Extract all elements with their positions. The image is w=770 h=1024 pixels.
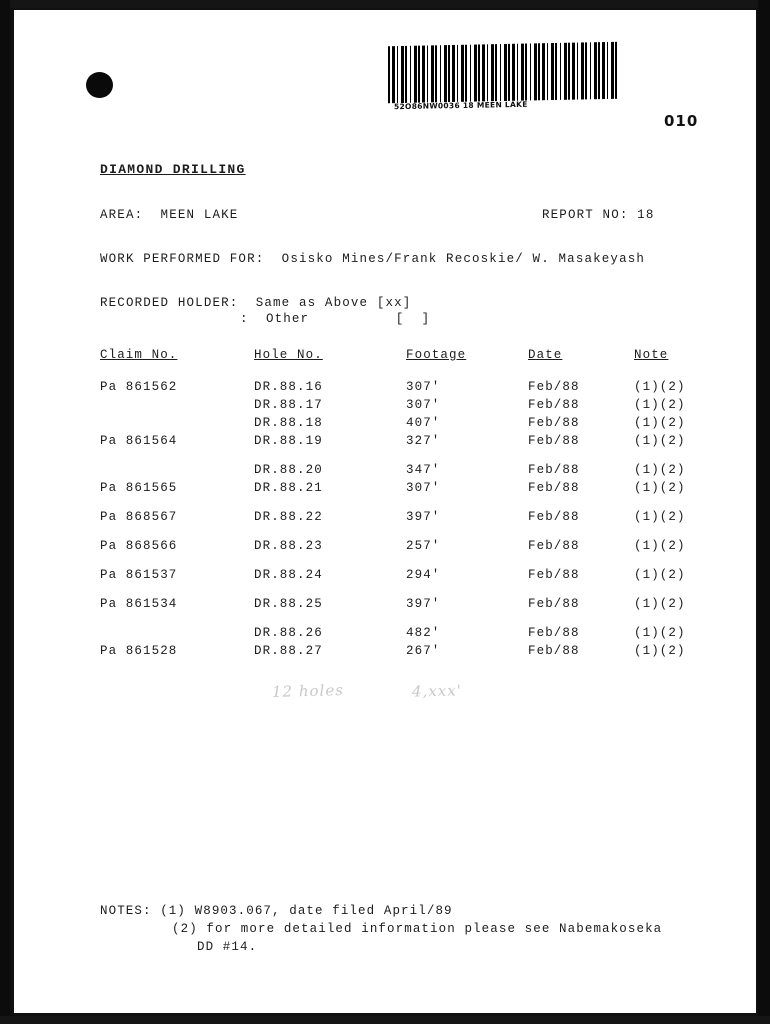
cell-note: (1)(2) [634, 644, 686, 658]
cell-note: (1)(2) [634, 626, 686, 640]
cell-footage: 267' [406, 644, 441, 658]
column-header-claim-no: Claim No. [100, 348, 178, 362]
cell-hole-no: DR.88.16 [254, 380, 323, 394]
cell-footage: 327' [406, 434, 441, 448]
cell-date: Feb/88 [528, 398, 580, 412]
scan-edge-top [0, 0, 770, 8]
table-row [14, 434, 756, 463]
cell-footage: 307' [406, 398, 441, 412]
cell-claim-no: Pa 861537 [100, 568, 178, 582]
table-row [14, 416, 756, 434]
table-row [14, 597, 756, 626]
table-row [14, 539, 756, 568]
column-header-date: Date [528, 348, 563, 362]
cell-footage: 307' [406, 380, 441, 394]
table-row [14, 626, 756, 644]
table-row [14, 380, 756, 398]
cell-hole-no: DR.88.18 [254, 416, 323, 430]
cell-date: Feb/88 [528, 539, 580, 553]
cell-date: Feb/88 [528, 481, 580, 495]
cell-hole-no: DR.88.24 [254, 568, 323, 582]
cell-hole-no: DR.88.20 [254, 463, 323, 477]
cell-hole-no: DR.88.22 [254, 510, 323, 524]
cell-note: (1)(2) [634, 510, 686, 524]
cell-footage: 482' [406, 626, 441, 640]
cell-claim-no: Pa 868566 [100, 539, 178, 553]
cell-date: Feb/88 [528, 597, 580, 611]
cell-date: Feb/88 [528, 510, 580, 524]
cell-note: (1)(2) [634, 597, 686, 611]
note-line-2: (2) for more detailed information please see Nabemakoseka [172, 922, 663, 936]
page-title: DIAMOND DRILLING [100, 162, 246, 177]
cell-claim-no: Pa 861565 [100, 481, 178, 495]
cell-hole-no: DR.88.17 [254, 398, 323, 412]
cell-hole-no: DR.88.27 [254, 644, 323, 658]
drilling-table [14, 348, 756, 673]
cell-footage: 307' [406, 481, 441, 495]
scan-edge-right [758, 0, 770, 1024]
cell-footage: 397' [406, 597, 441, 611]
report-number-field: REPORT NO: 18 [542, 208, 655, 222]
cell-hole-no: DR.88.23 [254, 539, 323, 553]
cell-date: Feb/88 [528, 416, 580, 430]
table-row [14, 398, 756, 416]
cell-note: (1)(2) [634, 434, 686, 448]
table-row [14, 568, 756, 597]
cell-claim-no: Pa 861534 [100, 597, 178, 611]
area-field: AREA: MEEN LAKE [100, 208, 239, 222]
cell-footage: 257' [406, 539, 441, 553]
cell-claim-no: Pa 861528 [100, 644, 178, 658]
scan-edge-bottom [0, 1016, 770, 1024]
handwritten-hole-count: 12 holes [271, 681, 345, 701]
table-body [14, 380, 756, 673]
recorded-holder-field: RECORDED HOLDER: Same as Above [xx] [100, 296, 412, 310]
recorded-holder-other-field: : Other [ ] [240, 312, 431, 326]
cell-date: Feb/88 [528, 434, 580, 448]
cell-note: (1)(2) [634, 481, 686, 495]
column-header-note: Note [634, 348, 669, 362]
cell-date: Feb/88 [528, 626, 580, 640]
page-content [14, 10, 756, 1013]
table-row [14, 481, 756, 510]
barcode-icon [388, 42, 620, 103]
table-row [14, 644, 756, 673]
barcode-label [388, 44, 620, 112]
scan-edge-left [0, 0, 10, 1024]
cell-hole-no: DR.88.21 [254, 481, 323, 495]
cell-note: (1)(2) [634, 568, 686, 582]
cell-claim-no: Pa 868567 [100, 510, 178, 524]
hole-punch-mark [86, 72, 113, 98]
table-header-row [14, 348, 756, 380]
table-row [14, 463, 756, 481]
cell-footage: 347' [406, 463, 441, 477]
table-row [14, 510, 756, 539]
column-header-hole-no: Hole No. [254, 348, 323, 362]
cell-footage: 294' [406, 568, 441, 582]
cell-footage: 407' [406, 416, 441, 430]
cell-footage: 397' [406, 510, 441, 524]
cell-note: (1)(2) [634, 463, 686, 477]
column-header-footage: Footage [406, 348, 467, 362]
cell-date: Feb/88 [528, 568, 580, 582]
note-line-3: DD #14. [197, 940, 258, 954]
cell-hole-no: DR.88.19 [254, 434, 323, 448]
cell-date: Feb/88 [528, 644, 580, 658]
work-performed-for-field: WORK PERFORMED FOR: Osisko Mines/Frank Recoskie/ W. Masakeyash [100, 252, 646, 266]
cell-hole-no: DR.88.25 [254, 597, 323, 611]
note-line-1: NOTES: (1) W8903.067, date filed April/89 [100, 904, 453, 918]
cell-date: Feb/88 [528, 463, 580, 477]
cell-note: (1)(2) [634, 539, 686, 553]
cell-note: (1)(2) [634, 380, 686, 394]
cell-hole-no: DR.88.26 [254, 626, 323, 640]
cell-claim-no: Pa 861562 [100, 380, 178, 394]
cell-date: Feb/88 [528, 380, 580, 394]
cell-note: (1)(2) [634, 398, 686, 412]
handwritten-footage-total: 4,xxx' [411, 681, 463, 701]
page-sheet [14, 10, 756, 1013]
cell-note: (1)(2) [634, 416, 686, 430]
page-number: 010 [664, 112, 699, 130]
cell-claim-no: Pa 861564 [100, 434, 178, 448]
barcode-caption: 52O86NW0036 18 MEEN LAKE [394, 99, 528, 112]
